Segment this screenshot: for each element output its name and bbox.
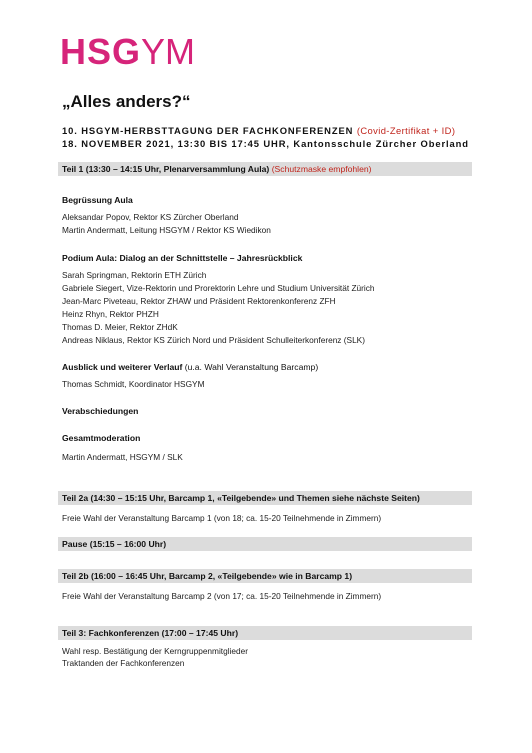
podium-line: Jean-Marc Piveteau, Rektor ZHAW und Präsident Rektorenkonferenz ZFH — [62, 296, 336, 306]
section-bar-teil1 — [58, 162, 472, 176]
logo-thin-part: YM — [141, 31, 196, 72]
podium-line: Sarah Springman, Rektorin ETH Zürich — [62, 270, 207, 280]
teil3-line: Traktanden der Fachkonferenzen — [62, 658, 185, 668]
conference-note: (Covid-Zertifikat + ID) — [356, 125, 456, 136]
verabschiedungen-heading: Verabschiedungen — [62, 406, 139, 416]
begruessung-heading: Begrüssung Aula — [62, 195, 133, 205]
teil1-bar-note: (Schutzmaske empfohlen) — [271, 164, 372, 174]
conference-line-2: 18. NOVEMBER 2021, 13:30 BIS 17:45 UHR, Kantonsschule Zürcher Oberland — [62, 138, 469, 149]
ausblick-heading — [62, 362, 318, 372]
begruessung-line: Aleksandar Popov, Rektor KS Zürcher Oberland — [62, 212, 239, 222]
moderation-line: Martin Andermatt, HSGYM / SLK — [62, 452, 183, 462]
ausblick-heading-text: Ausblick und weiterer Verlauf — [62, 362, 183, 372]
teil2b-line: Freie Wahl der Veranstaltung Barcamp 2 (von 17; ca. 15-20 Teilnehmende in Zimmern) — [62, 591, 382, 601]
moderation-heading: Gesamtmoderation — [62, 433, 141, 443]
section-bar-pause: Pause (15:15 – 16:00 Uhr) — [58, 537, 472, 551]
teil1-bar-text: Teil 1 (13:30 – 14:15 Uhr, Plenarversammlung Aula) — [62, 164, 270, 174]
ausblick-heading-note: (u.a. Wahl Veranstaltung Barcamp) — [184, 362, 319, 372]
begruessung-line: Martin Andermatt, Leitung HSGYM / Rektor KS Wiedikon — [62, 225, 271, 235]
podium-line: Heinz Rhyn, Rektor PHZH — [62, 309, 159, 319]
podium-line: Thomas D. Meier, Rektor ZHdK — [62, 322, 178, 332]
teil3-line: Wahl resp. Bestätigung der Kerngruppenmitglieder — [62, 646, 249, 656]
hsgym-logo — [60, 32, 195, 72]
section-bar-teil2b: Teil 2b (16:00 – 16:45 Uhr, Barcamp 2, «Teilgebende» wie in Barcamp 1) — [58, 569, 472, 583]
logo-bold-part: HSG — [60, 31, 142, 72]
conference-title: 10. HSGYM-HERBSTTAGUNG DER FACHKONFERENZEN — [62, 125, 354, 136]
ausblick-line: Thomas Schmidt, Koordinator HSGYM — [62, 379, 205, 389]
teil2a-line: Freie Wahl der Veranstaltung Barcamp 1 (von 18; ca. 15-20 Teilnehmende in Zimmern) — [62, 513, 382, 523]
section-bar-teil3: Teil 3: Fachkonferenzen (17:00 – 17:45 Uhr) — [58, 626, 472, 640]
conference-info — [62, 124, 469, 150]
podium-line: Andreas Niklaus, Rektor KS Zürich Nord und Präsident Schulleiterkonferenz (SLK) — [62, 335, 365, 345]
podium-line: Gabriele Siegert, Vize-Rektorin und Prorektorin Lehre und Studium Universität Zürich — [62, 283, 375, 293]
page-title: „Alles anders?“ — [62, 92, 191, 111]
conference-line-1 — [62, 124, 469, 137]
section-bar-teil2a: Teil 2a (14:30 – 15:15 Uhr, Barcamp 1, «Teilgebende» und Themen siehe nächste Seiten) — [58, 491, 472, 505]
podium-heading: Podium Aula: Dialog an der Schnittstelle – Jahresrückblick — [62, 253, 303, 263]
